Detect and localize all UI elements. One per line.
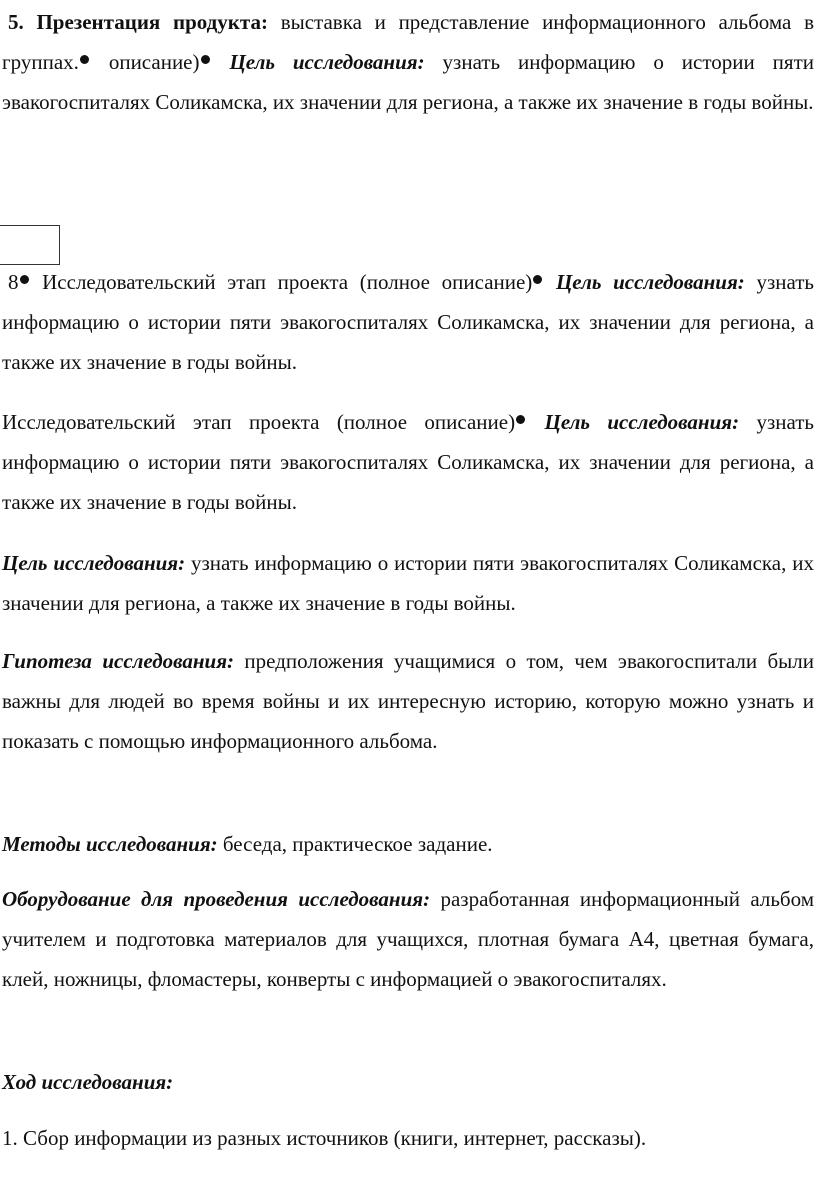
- bullet-icon: [80, 55, 89, 64]
- section5-line1: выставка и представление информационного альбома в группах.: [2, 10, 814, 74]
- section5-paragraph: [2, 2, 814, 122]
- bullet-icon: [516, 415, 525, 424]
- goal-text: узнать информацию о истории пяти эвакогоспиталях Соликамска, их значении для региона, а также их значение в годы войны.: [2, 551, 814, 615]
- section8-paragraph: [2, 262, 814, 382]
- methods-label: Методы исследования:: [2, 832, 218, 856]
- bullet-icon: [20, 275, 29, 284]
- equipment-paragraph: [2, 879, 814, 999]
- section8-number: 8: [8, 270, 19, 294]
- step1-paragraph: [2, 1118, 814, 1158]
- section5-heading: 5. Презентация продукта:: [8, 10, 268, 34]
- hypothesis-paragraph: [2, 641, 814, 761]
- section5-goal-label: Цель исследования:: [229, 50, 425, 74]
- step1-text: 1. Сбор информации из разных источников (книги, интернет, рассказы).: [2, 1126, 647, 1150]
- repeat-stage: Исследовательский этап проекта (полное описание): [2, 410, 516, 434]
- bullet-icon: [533, 275, 542, 284]
- course-label: Ход исследования:: [2, 1070, 174, 1094]
- equipment-label: Оборудование для проведения исследования:: [2, 887, 431, 911]
- hypothesis-label: Гипотеза исследования:: [2, 649, 235, 673]
- methods-text: беседа, практическое задание.: [222, 832, 493, 856]
- section5-line2-lead: описание): [108, 50, 200, 74]
- section5-goal-text: узнать информацию о истории пяти эвакогоспиталях Соликамска, их значении для региона, а также их значение в годы войны.: [2, 50, 814, 114]
- section8-goal-label: Цель исследования:: [555, 270, 745, 294]
- repeat-paragraph: [2, 402, 814, 522]
- bullet-icon: [201, 55, 210, 64]
- goal-paragraph: [2, 543, 814, 623]
- section8-stage: Исследовательский этап проекта (полное описание): [42, 270, 533, 294]
- repeat-goal-label: Цель исследования:: [544, 410, 740, 434]
- course-paragraph: [2, 1062, 814, 1102]
- empty-box: [0, 225, 60, 265]
- section8-goal-text: узнать информацию о истории пяти эвакогоспиталях Соликамска, их значении для региона, а также их значение в годы войны.: [2, 270, 815, 374]
- methods-paragraph: [2, 824, 814, 864]
- equipment-text: разработанная информационный альбом учителем и подготовка материалов для учащихся, плотная бумага А4, цветная бумага, клей, ножницы, фломастеры, конверты с информацией о эвакогоспиталях.: [2, 887, 815, 991]
- hypothesis-text: предположения учащимися о том, чем эвакогоспитали были важны для людей во время войны и их интересную историю, которую можно узнать и показать с помощью информационного альбома.: [2, 649, 815, 753]
- goal-label: Цель исследования:: [2, 551, 186, 575]
- repeat-goal-text: узнать информацию о истории пяти эвакогоспиталях Соликамска, их значении для региона, а также их значение в годы войны.: [2, 410, 815, 514]
